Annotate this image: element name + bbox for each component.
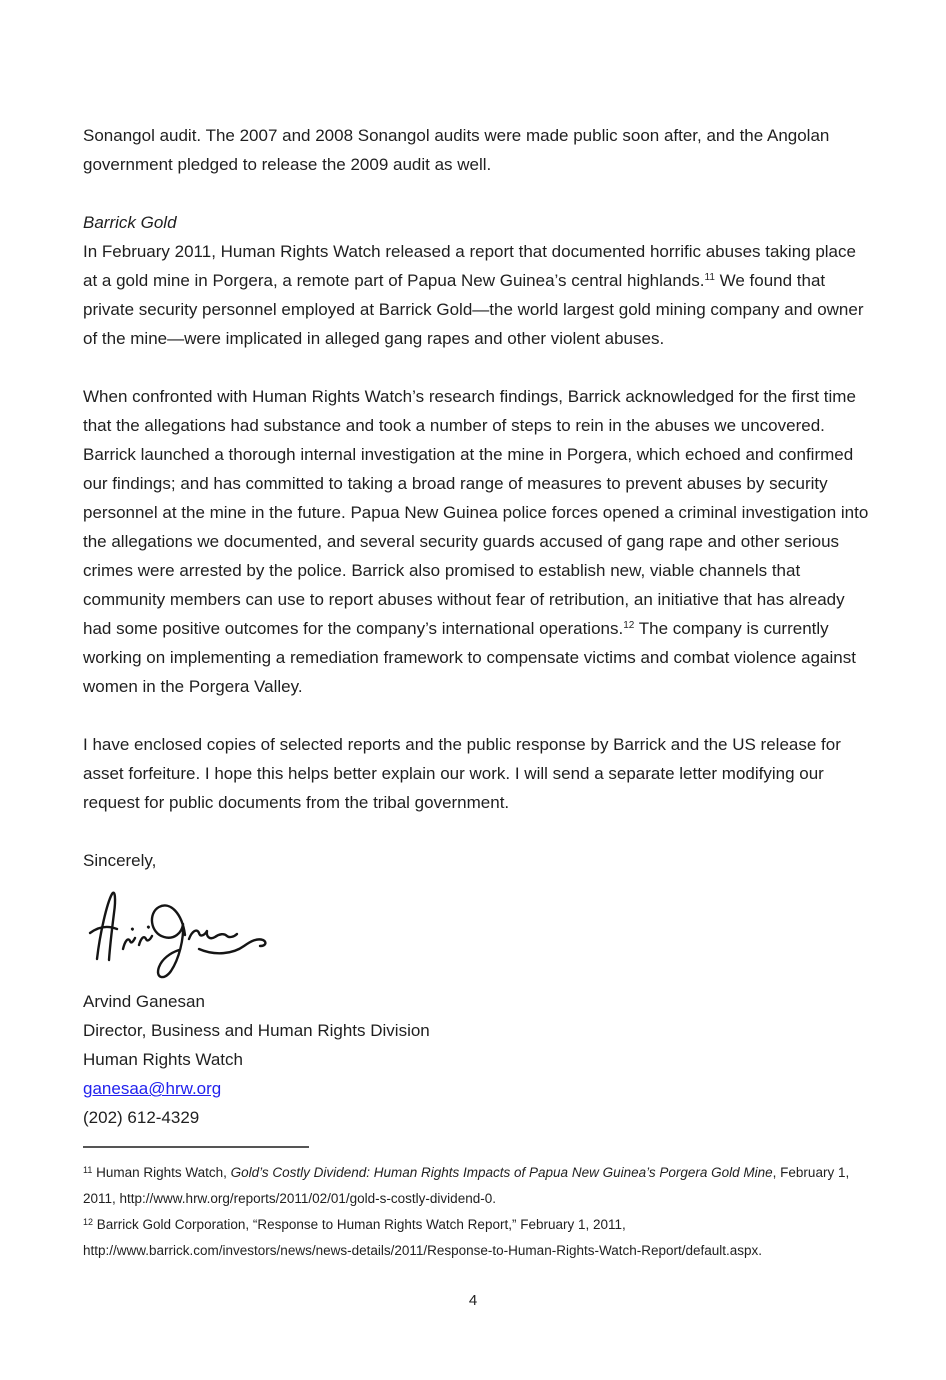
- section-heading-barrick-gold: Barrick Gold: [83, 213, 177, 232]
- footnote-11: [83, 1160, 883, 1212]
- paragraph-text: We found that private security personnel employed at Barrick Gold—the world largest gold mining company and owner of the mine—were implicated in alleged gang rapes and other violent abuses.: [83, 271, 864, 348]
- signoff: Sincerely,: [83, 851, 157, 870]
- paragraph-text: When confronted with Human Rights Watch’s research findings, Barrick acknowledged for the first time that the allegations had substance and took a number of steps to rein in the abuses we uncovered. Barrick launched a thorough internal investigation at the mine in Porgera, which echoed and confirmed our findings; and has committed to taking a broad range of measures to prevent abuses by security personnel at the mine in the future. Papua New Guinea police forces opened a criminal investigation into the allegations we documented, and several security guards accused of gang rape and other serious crimes were arrested by the police. Barrick also promised to establish new, viable channels that community members can use to report abuses without fear of retribution, an initiative that has already had some positive outcomes for the company’s international operations.: [83, 387, 869, 638]
- signer-title: Director, Business and Human Rights Division: [83, 1021, 430, 1040]
- paragraph-text: In February 2011, Human Rights Watch released a report that documented horrific abuses taking place at a gold mine in Porgera, a remote part of Papua New Guinea’s central highlands.: [83, 242, 856, 290]
- signer-name: Arvind Ganesan: [83, 992, 205, 1011]
- page-number: 4: [468, 1292, 478, 1309]
- email-link[interactable]: ganesaa@hrw.org: [83, 1079, 222, 1098]
- handwritten-signature: [83, 879, 870, 979]
- footnote-marker-12: 12: [83, 1217, 94, 1227]
- paragraph-enclosures: I have enclosed copies of selected reports and the public response by Barrick and the US release for asset forfeiture. I hope this helps better explain our work. I will send a separate letter modifying our request for public documents from the tribal government.: [83, 735, 841, 812]
- signer-phone: (202) 612-4329: [83, 1108, 200, 1127]
- footnotes-section: [83, 1146, 883, 1264]
- footnote-separator-rule: [83, 1146, 309, 1148]
- paragraph-text: The company is currently working on implementing a remediation framework to compensate victims and combat violence against women in the Porgera Valley.: [83, 619, 856, 696]
- footnote-12: [83, 1212, 883, 1264]
- footnote-text: , February 1, 2011, http://www.hrw.org/reports/2011/02/01/gold-s-costly-dividend-0.: [83, 1165, 850, 1206]
- paragraph-barrick-response: [83, 382, 870, 701]
- footnote-marker-11: 11: [83, 1165, 93, 1175]
- footnote-text: Human Rights Watch,: [96, 1165, 231, 1180]
- signature-block: [83, 987, 870, 1132]
- paragraph-barrick-intro: [83, 237, 870, 353]
- footnote-report-title: Gold’s Costly Dividend: Human Rights Impacts of Papua New Guinea’s Porgera Gold Mine: [230, 1165, 773, 1180]
- footnote-ref-11: 11: [704, 272, 715, 283]
- paragraph-sonangol: Sonangol audit. The 2007 and 2008 Sonangol audits were made public soon after, and the Angolan government pledged to release the 2009 audit as well.: [83, 126, 830, 174]
- letter-body: [83, 121, 870, 1132]
- footnote-ref-12: 12: [623, 620, 635, 631]
- signer-org: Human Rights Watch: [83, 1050, 243, 1069]
- footnote-text: Barrick Gold Corporation, “Response to Human Rights Watch Report,” February 1, 2011, http://www.barrick.com/investors/news/news-details/2011/Response-to-Human-Rights-Watch-Report/default.aspx.: [83, 1217, 763, 1258]
- signature-scribble-svg: [83, 879, 278, 979]
